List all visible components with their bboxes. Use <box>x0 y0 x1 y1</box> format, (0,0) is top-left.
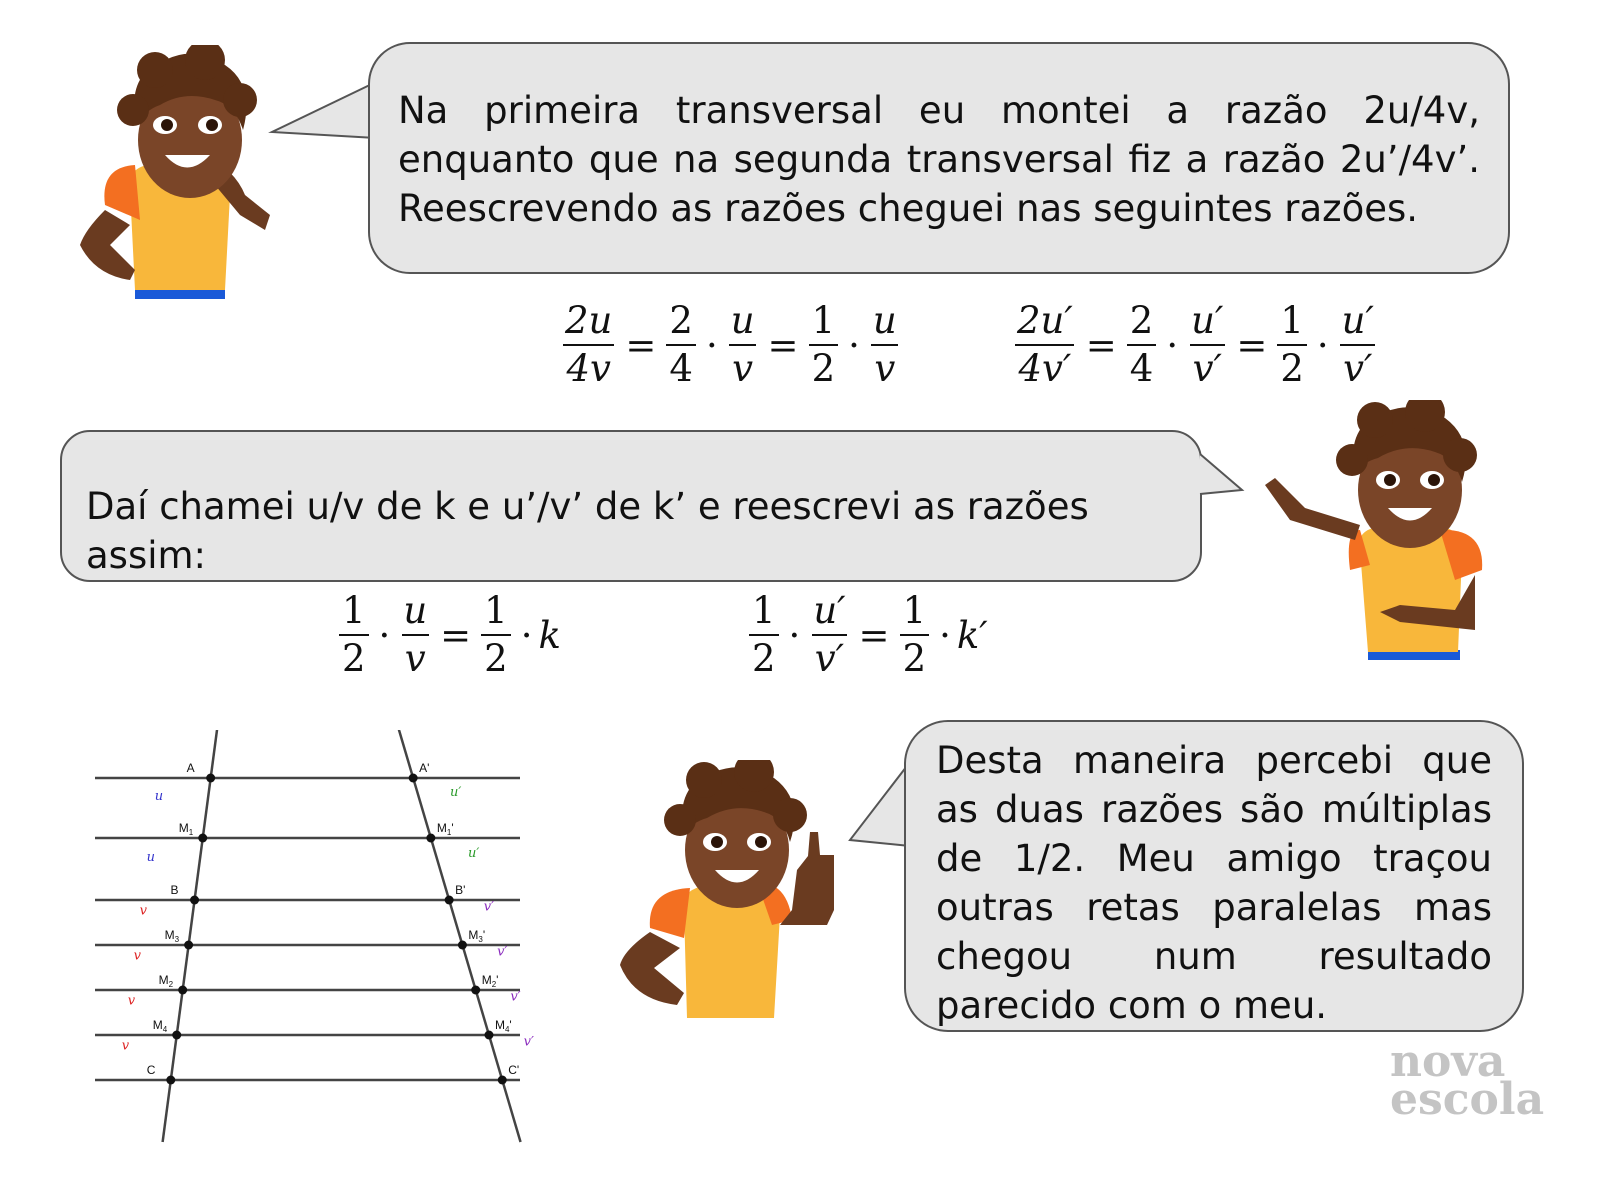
point-label-right: $M_4'$ <box>494 1018 512 1034</box>
point-label-right: $M_3'$ <box>468 928 486 944</box>
point-label-right: $M_1'$ <box>436 821 454 837</box>
bubble-tail-third <box>846 760 912 856</box>
point-label-left: $M_3$ <box>164 928 180 944</box>
point-label-right: C' <box>508 1063 520 1077</box>
fraction: $\frac{u'}{v'}$ <box>813 589 846 680</box>
fraction: $\frac{u}{v}$ <box>403 589 428 680</box>
bubble-tail-first <box>268 80 378 150</box>
fraction: $\frac{1}{2}$ <box>481 590 511 680</box>
equation-k-prime: $\frac{1}{2}$ · $\frac{u'}{v'}$ = $\frac{1}{2}$ · k′ <box>745 590 988 680</box>
speech-text-first: Na primeira transversal eu montei a razão 2u/4v, enquanto que na segunda transversal fiz a razão 2u’/4v’. Reescrevendo as razões cheguei nas seguintes razões. <box>398 89 1480 230</box>
point-right <box>471 986 480 995</box>
point-label-left: $M_1$ <box>178 821 194 837</box>
speech-bubble-second <box>60 430 1202 582</box>
point-right <box>498 1076 507 1085</box>
fraction: $\frac{1}{2}$ <box>900 590 930 680</box>
segment-label-right: v′ <box>523 1034 534 1050</box>
segment-label-left: u <box>154 789 164 804</box>
point-left <box>178 986 187 995</box>
segment-label-left: u <box>146 850 156 865</box>
segment-label-left: v <box>139 903 147 919</box>
point-left <box>166 1076 175 1085</box>
speech-bubble-third <box>904 720 1524 1032</box>
segment-label-right: v′ <box>510 989 521 1005</box>
student-pointing-illustration <box>1250 400 1500 665</box>
fraction: $\frac{1}{2}$ <box>809 300 839 390</box>
fraction: $\frac{2u'}{4v'}$ <box>1017 299 1073 390</box>
segment-label-left: v <box>127 993 136 1009</box>
point-left <box>184 941 193 950</box>
segment-label-right: u′ <box>468 846 480 861</box>
equation-ratio-secondary: $\frac{2u'}{4v'}$ = $\frac{2}{4}$ · $\frac{u'}{v'}$ = $\frac{1}{2}$ · $\frac{u'}{v'}$ <box>1010 300 1381 390</box>
point-label-left: $M_2$ <box>158 973 174 989</box>
segment-label-right: u′ <box>450 785 462 800</box>
speech-bubble-first <box>368 42 1510 274</box>
student-thinking-illustration <box>65 45 280 305</box>
student-thumb-up-illustration <box>612 760 852 1022</box>
logo-line-2: escola <box>1390 1074 1545 1125</box>
point-left <box>172 1031 181 1040</box>
constant-k: k <box>538 613 561 657</box>
fraction: $\frac{u'}{v'}$ <box>1191 299 1224 390</box>
bubble-tail-second <box>1198 452 1248 502</box>
fraction: $\frac{u'}{v'}$ <box>1341 299 1374 390</box>
fraction: $\frac{2}{4}$ <box>1127 300 1157 390</box>
fraction: $\frac{1}{2}$ <box>1277 300 1307 390</box>
point-right <box>445 896 454 905</box>
point-right <box>458 941 467 950</box>
point-label-left: B <box>170 883 179 897</box>
point-label-right: $M_2'$ <box>481 973 499 989</box>
fraction: $\frac{2}{4}$ <box>666 300 696 390</box>
equation-k: $\frac{1}{2}$ · $\frac{u}{v}$ = $\frac{1}{2}$ · k <box>335 590 561 680</box>
point-right <box>426 834 435 843</box>
parallel-lines-diagram <box>90 730 560 1150</box>
fraction: $\frac{2u}{4v}$ <box>565 299 613 390</box>
point-label-left: A <box>186 761 195 775</box>
fraction: $\frac{1}{2}$ <box>749 590 779 680</box>
point-right <box>484 1031 493 1040</box>
point-label-right: A' <box>419 761 430 775</box>
logo-line-1: nova <box>1390 1036 1506 1087</box>
point-left <box>190 896 199 905</box>
fraction: $\frac{u}{v}$ <box>872 299 897 390</box>
nova-escola-logo <box>1390 1036 1545 1125</box>
fraction: $\frac{u}{v}$ <box>730 299 755 390</box>
point-label-left: $M_4$ <box>152 1018 168 1034</box>
point-left <box>206 774 215 783</box>
speech-text-second: Daí chamei u/v de k e u’/v’ de k’ e reescrevi as razões assim: <box>86 485 1089 577</box>
segment-label-left: v <box>133 948 142 964</box>
point-label-left: C <box>146 1063 156 1077</box>
point-right <box>409 774 418 783</box>
point-left <box>198 834 207 843</box>
point-label-right: B' <box>455 883 466 897</box>
speech-text-third: Desta maneira percebi que as duas razões são múltiplas de 1/2. Meu amigo traçou outras retas paralelas mas chegou num resultado parecido com o meu. <box>936 739 1492 1027</box>
segment-label-right: v′ <box>497 944 508 960</box>
equation-ratio-primary: $\frac{2u}{4v}$ = $\frac{2}{4}$ · $\frac{u}{v}$ = $\frac{1}{2}$ · $\frac{u}{v}$ <box>558 300 904 390</box>
fraction: $\frac{1}{2}$ <box>339 590 369 680</box>
segment-label-right: v′ <box>483 899 495 915</box>
segment-label-left: v <box>121 1038 130 1054</box>
constant-k-prime: k′ <box>956 613 988 657</box>
